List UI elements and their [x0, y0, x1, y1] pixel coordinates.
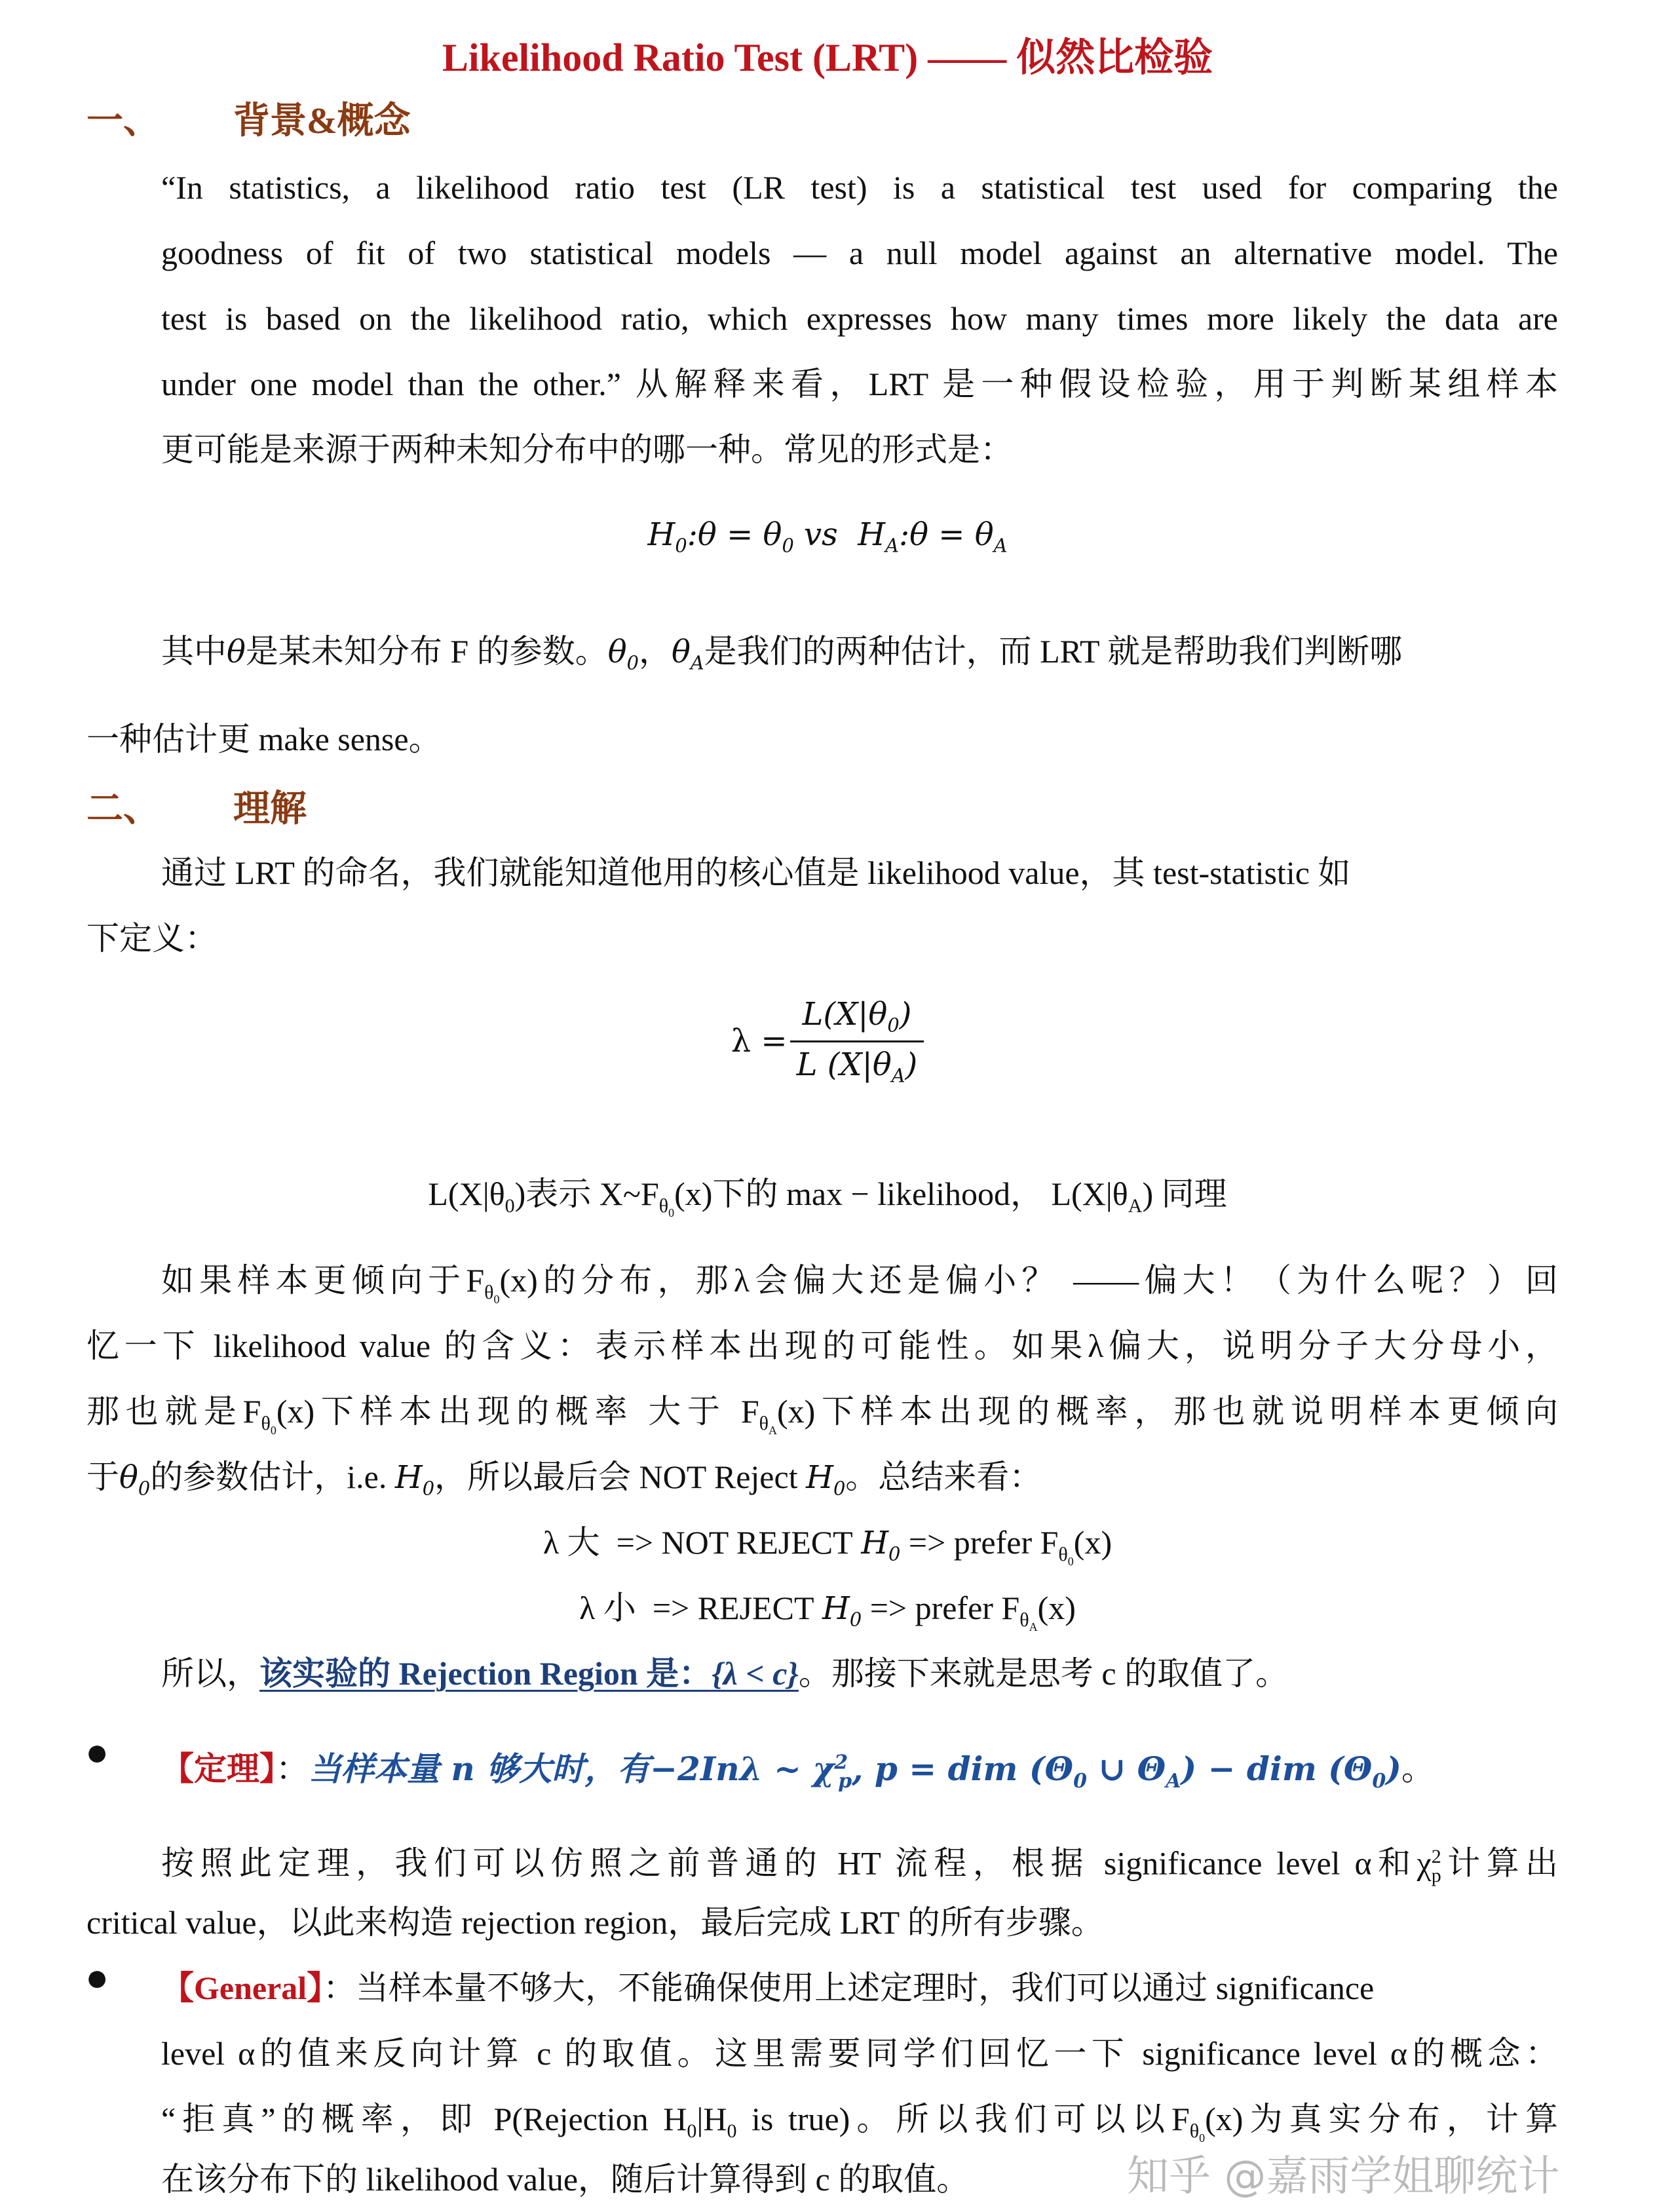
rejection-region-label: 该实验的 Rejection Region 是：: [259, 1655, 712, 1692]
general-line-4: 在该分布下的 likelihood value，随后计算得到 c 的取值。: [161, 2161, 970, 2198]
p2-line-2: 忆一下 likelihood value 的含义：表示样本出现的可能性。如果λ偏大，说明分子大分母小，: [86, 1327, 1558, 1364]
quote-line-2: goodness of fit of two statistical models — a null model against an alternative model. The: [161, 235, 1558, 271]
page-title: Likelihood Ratio Test (LRT) —— 似然比检验: [442, 36, 1213, 79]
rule-lambda-large: λ 大 => NOT REJECT $H_0$ => prefer $F_{\theta_0}(x)$: [542, 1524, 1113, 1568]
quote-line-3: test is based on the likelihood ratio, which expresses how many times more likely the data are: [161, 300, 1558, 337]
rule-lambda-small: λ 小 => REJECT $H_0$ => prefer $F_{\theta_A}(x)$: [579, 1590, 1076, 1633]
likelihood-note: $L(X|\theta_0)$表示 $X\sim F_{\theta_0}(x)$下的 max − likelihood， $L(X|\theta_A)$ 同理: [428, 1175, 1227, 1219]
quote-line-1: “In statistics, a likelihood ratio test (LR test) is a statistical test used for comparing the: [161, 169, 1558, 206]
lambda-formula: λ = $\frac{L(X|\theta_0)}{L (X|\theta_A)}$: [0, 996, 1655, 1086]
quote-line-5: 更可能是来源于两种未知分布中的哪一种。常见的形式是：: [161, 431, 1013, 468]
theorem-tag: 【定理】: [161, 1750, 276, 1787]
hypotheses-formula: $H_0:\theta = \theta_0$ vs $H_A:\theta = \theta_A$: [647, 516, 1008, 557]
rejection-region-set: {λ < c}: [712, 1655, 799, 1692]
section-1-number: 一、: [86, 101, 160, 142]
theorem-bullet: ●: [85, 1730, 109, 1774]
general-bullet: ●: [85, 1956, 109, 1999]
p2-line-3: 那也就是$F_{\theta_0}(x)$下样本出现的概率 大于 $F_{\theta_A}(x)$下样本出现的概率，那也就说明样本更倾向: [86, 1393, 1558, 1437]
general-tag: 【General】: [161, 1970, 324, 2006]
s2-line-2: 下定义：: [86, 920, 218, 957]
section-2-number: 二、: [86, 789, 160, 830]
section-1-title: 背景&概念: [233, 101, 411, 142]
s2-line-1: 通过 LRT 的命名，我们就能知道他用的核心值是 likelihood value，其 test-statistic 如: [161, 854, 1351, 891]
general-line-1: 【General】：当样本量不够大，不能确保使用上述定理时，我们可以通过 significance: [161, 1970, 1375, 2006]
param-line-1: 其中θ是某未知分布 F 的参数。$\theta_0$，$\theta_A$是我们的两种估计，而 LRT 就是帮助我们判断哪: [161, 633, 1403, 674]
section-2-title: 理解: [233, 789, 307, 830]
p2-line-1: 如果样本更倾向于$F_{\theta_0}(x)$的分布，那λ会偏大还是偏小？ ——偏大！（为什么呢？）回: [161, 1262, 1558, 1306]
general-line-3: “拒真”的概率，即 P(Rejection $H_0|H_0$ is true)。所以我们可以以$F_{\theta_0}(x)$为真实分布，计算: [161, 2101, 1558, 2145]
theorem-line: 【定理】：当样本量 n 够大时，有−2Inλ ~ $\chi^2_p$, p = dim ($\Theta_0$ ∪ $\Theta_A$) − dim $(\Theta_0)$。: [161, 1749, 1434, 1793]
param-line-2: 一种估计更 make sense。: [86, 721, 442, 757]
general-line-2: level α的值来反向计算 c 的取值。这里需要同学们回忆一下 significance level α的概念：: [161, 2035, 1558, 2072]
p3-line-2: critical value，以此来构造 rejection region，最后完成 LRT 的所有步骤。: [86, 1904, 1104, 1941]
quote-line-4: under one model than the other.” 从解释来看，LRT 是一种假设检验，用于判断某组样本: [161, 366, 1558, 402]
zhihu-watermark: 知乎 @嘉雨学姐聊统计: [1127, 2152, 1560, 2201]
p2-line-4: 于$\theta_0$的参数估计，i.e. $H_0$，所以最后会 NOT Reject $H_0$。总结来看：: [86, 1459, 1042, 1500]
rejection-region-line: 所以，该实验的 Rejection Region 是：{λ < c}。那接下来就是思考 c 的取值了。: [161, 1655, 1289, 1692]
p3-line-1: 按照此定理，我们可以仿照之前普通的 HT 流程，根据 significance level α和$\chi^2_p$计算出: [161, 1844, 1558, 1886]
